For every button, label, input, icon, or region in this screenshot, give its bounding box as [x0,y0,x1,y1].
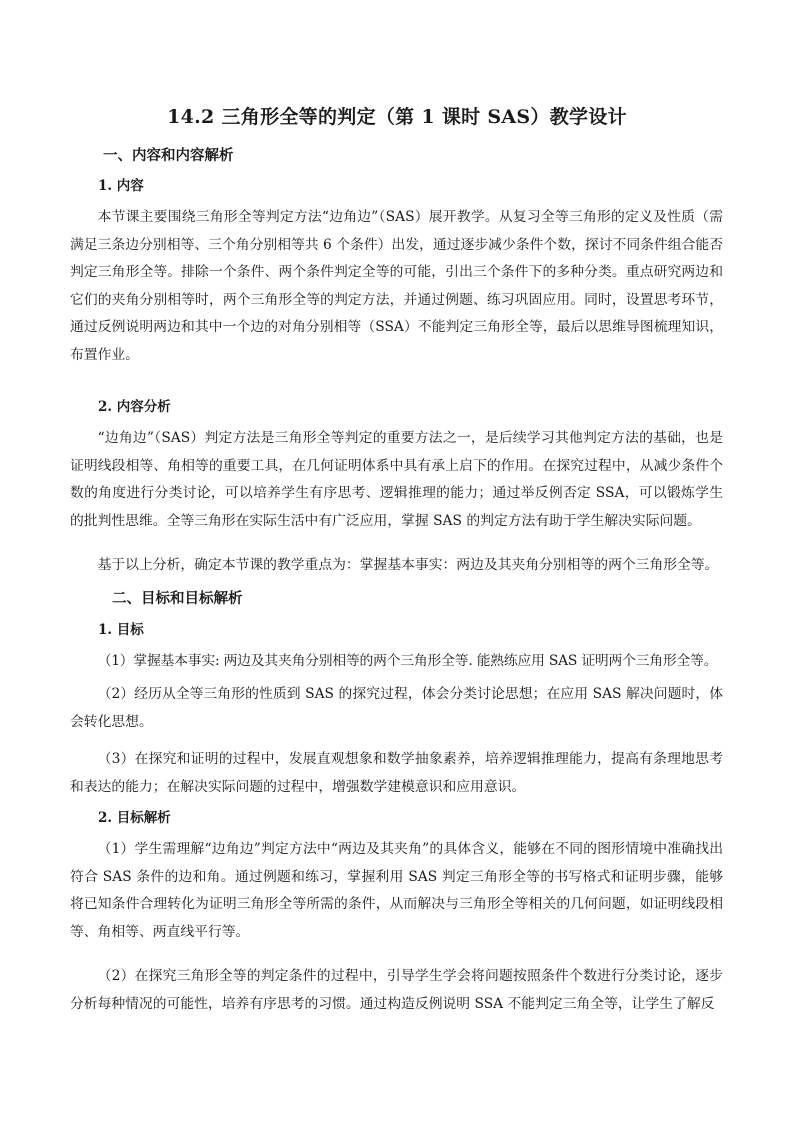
paragraph-goal-2: （2）经历从全等三角形的性质到 SAS 的探究过程，体会分类讨论思想；在应用 SAS 解决问题时，体会转化思想。 [70,686,723,730]
paragraph-goal-1: （1）掌握基本事实: 两边及其夹角分别相等的两个三角形全等. 能熟练应用 SAS 证明两个三角形全等。 [97,653,718,669]
subsection-heading-goals: 1. 目标 [98,622,144,638]
paragraph-content-description: 本节课主要围绕三角形全等判定方法“边角边”（SAS）展开教学。从复习全等三角形的定义及性质（需满足三条边分别相等、三个角分别相等共 6 个条件）出发，通过逐步减少条件个数，探讨不同条件组合能否判定三角形全等。排除一个条件、两个条件判定全等的可能，引出三个条件下的多种分类。重点研究两边和它们的夹角分别相等时，两个三角形全等的判定方法，并通过例题、练习巩固应用。同时，设置思考环节，通过反例说明两边和其中一个边的对角分别相等（SSA）不能判定三角形全等，最后以思维导图梳理知识，布置作业。 [70,209,723,363]
section-heading-1: 一、内容和内容解析 [103,147,234,164]
subsection-heading-goal-analysis: 2. 目标解析 [98,810,171,826]
subsection-heading-content-analysis: 2. 内容分析 [98,399,171,415]
paragraph-goal-analysis-1: （1）学生需理解“边角边”判定方法中“两边及其夹角”的具体含义，能够在不同的图形情境中准确找出符合 SAS 条件的边和角。通过例题和练习，掌握利用 SAS 判定三角形全等的书写格式和证明步骤，能够将已知条件合理转化为证明三角形全等所需的条件，从而解决与三角形全等相关的几何问题，如证明线段相等、角相等、两直线平行等。 [70,841,723,940]
subsection-heading-content: 1. 内容 [98,178,144,194]
paragraph-goal-analysis-2: （2）在探究三角形全等的判定条件的过程中，引导学生学会将问题按照条件个数进行分类讨论，逐步分析每种情况的可能性，培养有序思考的习惯。通过构造反例说明 SSA 不能判定三角全等，让学生了解反 [70,968,723,1012]
document-title: 14.2 三角形全等的判定（第 1 课时 SAS）教学设计 [167,106,627,128]
paragraph-teaching-focus: 基于以上分析，确定本节课的教学重点为：掌握基本事实：两边及其夹角分别相等的两个三角形全等。 [97,557,719,573]
section-heading-2: 二、目标和目标解析 [112,590,243,607]
paragraph-goal-3: （3）在探究和证明的过程中，发展直观想象和数学抽象素养，培养逻辑推理能力，提高有条理地思考和表达的能力；在解决实际问题的过程中，增强数学建模意识和应用意识。 [70,751,723,795]
paragraph-content-analysis: “边角边”（SAS）判定方法是三角形全等判定的重要方法之一，是后续学习其他判定方法的基础，也是证明线段相等、角相等的重要工具，在几何证明体系中具有承上启下的作用。在探究过程中，从减少条件个数的角度进行分类讨论，可以培养学生有序思考、逻辑推理的能力；通过举反例否定 SSA，可以锻炼学生的批判性思维。全等三角形在实际生活中有广泛应用，掌握 SAS 的判定方法有助于学生解决实际问题。 [70,430,723,529]
